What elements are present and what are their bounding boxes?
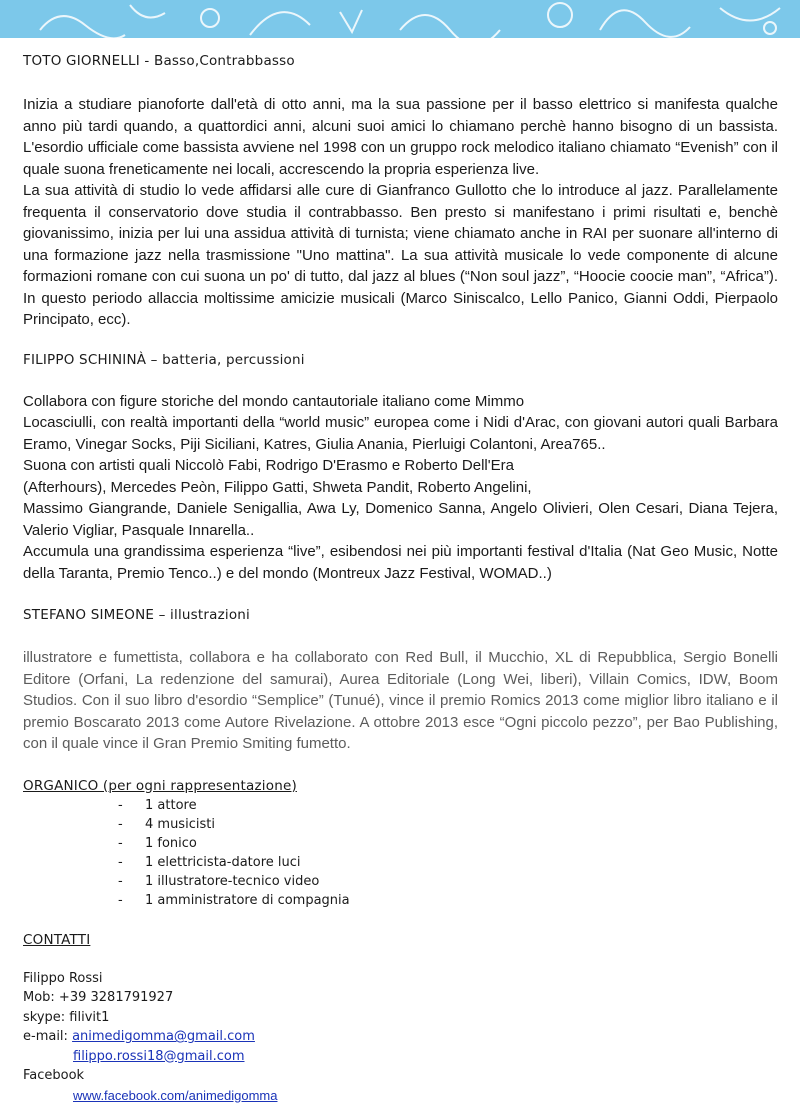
contact-mobile: Mob: +39 3281791927 [23,990,174,1005]
organico-heading: ORGANICO (per ogni rappresentazione) [23,777,297,794]
filippo-line-6: Accumula una grandissima esperienza “live”, esibendosi nei più importanti festival d'Italia (Nat Geo Music, Notte della Taranta, Premio Tenco..) e del mondo (Montreux Jazz Festival, WOMAD..) [23,543,778,582]
filippo-line-3: Suona con artisti quali Niccolò Fabi, Rodrigo D'Erasmo e Roberto Dell'Era [23,457,514,474]
list-item: - 1 illustratore-tecnico video [118,873,320,889]
toto-heading: TOTO GIORNELLI - Basso,Contrabbasso [23,53,295,69]
list-item: - 1 amministratore di compagnia [118,892,350,908]
facebook-row [23,1086,778,1105]
document-content [23,52,778,1105]
filippo-heading: FILIPPO SCHININÀ – batteria, percussioni [23,351,305,368]
list-item: - 1 elettricista-datore luci [118,854,301,870]
filippo-line-5: Massimo Giangrande, Daniele Senigallia, Awa Ly, Domenico Sanna, Angelo Olivieri, Olen Cesari, Diana Tejera, Valerio Vigliar, Pasquale Innarella.. [23,500,778,539]
contatti-heading: CONTATTI [23,931,91,948]
contact-skype: skype: filivit1 [23,1009,110,1025]
list-item: - 1 attore [118,797,197,813]
organico-list [23,796,778,910]
contact-name: Filippo Rossi [23,970,103,986]
email-label: e-mail: [23,1029,73,1044]
contact-email-row-2 [23,1047,778,1067]
email-link-1[interactable]: animedigomma@gmail.com [72,1029,255,1044]
toto-paragraph-1: Inizia a studiare pianoforte dall'età di otto anni, ma la sua passione per il basso elettrico si manifesta qualche anno più tardi quando, a quattordici anni, alcuni suoi amici lo chiamano perchè hanno bisogno di un bassista. L'esordio ufficiale come bassista avviene nel 1998 con un gruppo rock melodico italiano chiamato “Evenish” con il quale suona freneticamente nei locali, accrescendo la propria esperienza live. [23,96,778,178]
list-item: - 4 musicisti [118,816,215,832]
facebook-label: Facebook [23,1068,85,1083]
filippo-line-4: (Afterhours), Mercedes Peòn, Filippo Gatti, Shweta Pandit, Roberto Angelini, [23,478,532,496]
toto-paragraph-2: La sua attività di studio lo vede affidarsi alle cure di Gianfranco Gullotto che lo introduce al jazz. Parallelamente frequenta il conservatorio dove studia il contrabbasso. Ben presto si manifestano i primi risultati e, benchè giovanissimo, inizia per lui una assidua attività di turnista; viene chiamato anche in RAI per suonare all'interno di una formazione jazz nella trasmissione "Uno mattina". La sua attività musicale lo vede componente di alcune formazioni romane con cui suona un po' di tutto, dal jazz al blues (“Non soul jazz”, “Hoocie coocie man”, “Africa”). In questo periodo allaccia moltissime amicizie musicali (Marco Siniscalco, Lello Panico, Gianni Oddi, Pierpaolo Principato, ecc). [23,182,778,328]
filippo-line-2: Locasciulli, con realtà importanti della “world music” europea come i Nidi d'Arac, con giovani autori quali Barbara Eramo, Vinegar Socks, Piji Siciliani, Katres, Giulia Anania, Pierluigi Colantoni, Area765.. [23,414,778,453]
stefano-heading: STEFANO SIMEONE – illustrazioni [23,607,250,623]
facebook-link[interactable]: www.facebook.com/animedigomma [73,1087,278,1103]
email-link-2[interactable]: filippo.rossi18@gmail.com [73,1048,245,1064]
contact-email-row [23,1027,778,1047]
filippo-line-1: Collabora con figure storiche del mondo cantautoriale italiano come Mimmo [23,392,525,410]
list-item: - 1 fonico [118,835,197,851]
stefano-paragraph: illustratore e fumettista, collabora e ha collaborato con Red Bull, il Mucchio, XL di Repubblica, Sergio Bonelli Editore (Orfani, La redenzione del samurai), Aurea Editoriale (Long Wei, liberi), Villain Comics, IDW, Boom Studios. Con il suo libro d'esordio “Semplice” (Tunué), vince il premio Romics 2013 come miglior libro italiano e il premio Boscarato 2013 come Autore Rivelazione. A ottobre 2013 esce “Ogni piccolo pezzo”, per Bao Publishing, con il quale vince il Gran Premio Smiting fumetto. [23,649,778,752]
